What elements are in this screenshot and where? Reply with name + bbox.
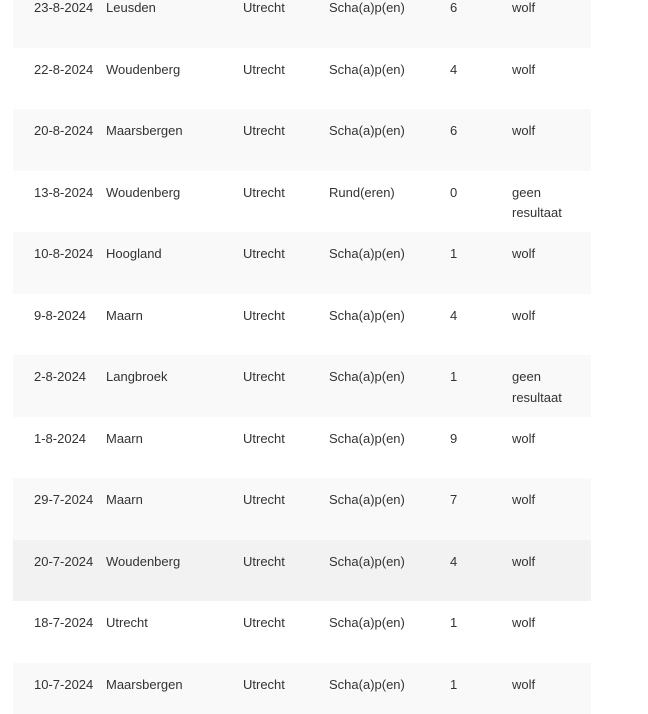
province-text: Utrecht: [243, 184, 285, 200]
count-cell: [450, 417, 512, 479]
place-cell: [106, 294, 243, 356]
count-cell: [450, 540, 512, 602]
count-text: 1: [450, 246, 458, 261]
date-cell: [13, 48, 106, 110]
place-cell: [106, 171, 243, 233]
place-cell: [106, 232, 243, 294]
result-cell: [512, 48, 591, 110]
place-cell: [106, 0, 243, 48]
date-text: 20-7-2024: [34, 553, 94, 569]
count-text: 4: [450, 307, 458, 323]
date-text: 22-8-2024: [34, 61, 94, 77]
table-row: [13, 601, 591, 663]
place-text: Maarn: [106, 492, 143, 507]
animal-text: Scha(a)p(en): [329, 492, 405, 507]
place-text: Woudenberg: [106, 553, 181, 569]
province-text: Utrecht: [243, 430, 285, 446]
place-cell: [106, 540, 243, 602]
table-row: [13, 109, 591, 171]
date-text: 13-8-2024: [34, 184, 94, 200]
place-cell: [106, 663, 243, 714]
count-cell: [450, 355, 512, 417]
date-cell: [13, 294, 106, 356]
animal-cell: [329, 171, 450, 233]
animal-text: Scha(a)p(en): [329, 307, 405, 323]
province-text: Utrecht: [243, 246, 285, 261]
animal-cell: [329, 355, 450, 417]
date-cell: [13, 171, 106, 233]
date-cell: [13, 478, 106, 540]
result-cell: [512, 355, 591, 417]
province-text: Utrecht: [243, 492, 285, 507]
province-text: Utrecht: [243, 61, 285, 77]
place-text: Leusden: [106, 0, 156, 15]
table-row: [13, 48, 591, 110]
incident-table-body: [13, 0, 591, 714]
incident-table-container: [13, 0, 591, 714]
place-cell: [106, 601, 243, 663]
province-cell: [243, 171, 329, 233]
count-cell: [450, 232, 512, 294]
result-cell: [512, 417, 591, 479]
place-text: Maarn: [106, 430, 143, 446]
table-row: [13, 294, 591, 356]
date-text: 9-8-2024: [34, 307, 87, 323]
province-cell: [243, 232, 329, 294]
result-text: wolf: [512, 307, 536, 323]
animal-cell: [329, 478, 450, 540]
animal-cell: [329, 0, 450, 48]
province-cell: [243, 540, 329, 602]
table-row: [13, 540, 591, 602]
date-cell: [13, 417, 106, 479]
count-cell: [450, 663, 512, 714]
result-text: wolf: [512, 246, 536, 261]
province-cell: [243, 478, 329, 540]
table-row: [13, 171, 591, 233]
result-cell: [512, 171, 591, 233]
place-cell: [106, 355, 243, 417]
province-text: Utrecht: [243, 676, 285, 692]
place-text: Maarsbergen: [106, 676, 183, 692]
date-cell: [13, 0, 106, 48]
animal-text: Scha(a)p(en): [329, 615, 405, 630]
result-text: wolf: [512, 492, 536, 507]
date-cell: [13, 663, 106, 714]
result-text: wolf: [512, 0, 536, 15]
count-text: 9: [450, 430, 458, 446]
animal-text: Scha(a)p(en): [329, 246, 405, 261]
table-row: [13, 355, 591, 417]
place-text: Utrecht: [106, 615, 148, 630]
province-cell: [243, 601, 329, 663]
result-cell: [512, 294, 591, 356]
count-cell: [450, 601, 512, 663]
animal-cell: [329, 109, 450, 171]
count-text: 6: [450, 0, 458, 15]
result-text: geen resultaat: [512, 184, 562, 220]
place-text: Langbroek: [106, 369, 168, 384]
count-text: 7: [450, 492, 458, 507]
animal-cell: [329, 540, 450, 602]
count-text: 0: [450, 184, 458, 200]
result-cell: [512, 478, 591, 540]
table-row: [13, 0, 591, 48]
result-cell: [512, 663, 591, 714]
date-text: 23-8-2024: [34, 0, 94, 15]
date-text: 18-7-2024: [34, 615, 94, 630]
table-row: [13, 478, 591, 540]
place-text: Maarsbergen: [106, 123, 183, 138]
place-text: Maarn: [106, 307, 143, 323]
animal-text: Scha(a)p(en): [329, 676, 405, 692]
result-cell: [512, 540, 591, 602]
result-text: wolf: [512, 553, 536, 569]
count-text: 6: [450, 123, 458, 138]
date-text: 1-8-2024: [34, 430, 87, 446]
province-cell: [243, 48, 329, 110]
animal-cell: [329, 663, 450, 714]
province-cell: [243, 417, 329, 479]
count-text: 1: [450, 369, 458, 384]
province-cell: [243, 0, 329, 48]
count-text: 1: [450, 676, 458, 692]
province-text: Utrecht: [243, 553, 285, 569]
count-text: 1: [450, 615, 458, 630]
count-cell: [450, 109, 512, 171]
animal-text: Rund(eren): [329, 184, 395, 200]
date-cell: [13, 601, 106, 663]
animal-cell: [329, 601, 450, 663]
date-text: 10-8-2024: [34, 246, 94, 261]
animal-cell: [329, 232, 450, 294]
animal-text: Scha(a)p(en): [329, 123, 405, 138]
result-cell: [512, 232, 591, 294]
province-cell: [243, 663, 329, 714]
province-cell: [243, 109, 329, 171]
result-text: wolf: [512, 615, 536, 630]
count-cell: [450, 0, 512, 48]
count-cell: [450, 294, 512, 356]
place-cell: [106, 109, 243, 171]
date-text: 10-7-2024: [34, 676, 94, 692]
place-cell: [106, 48, 243, 110]
province-text: Utrecht: [243, 369, 285, 384]
province-cell: [243, 355, 329, 417]
animal-text: Scha(a)p(en): [329, 553, 405, 569]
date-cell: [13, 232, 106, 294]
count-cell: [450, 171, 512, 233]
count-text: 4: [450, 61, 458, 77]
province-text: Utrecht: [243, 307, 285, 323]
date-text: 29-7-2024: [34, 492, 94, 507]
table-row: [13, 663, 591, 714]
province-text: Utrecht: [243, 123, 285, 138]
animal-text: Scha(a)p(en): [329, 430, 405, 446]
place-cell: [106, 478, 243, 540]
province-text: Utrecht: [243, 0, 285, 15]
table-row: [13, 232, 591, 294]
result-text: wolf: [512, 123, 536, 138]
count-cell: [450, 48, 512, 110]
result-cell: [512, 0, 591, 48]
date-cell: [13, 540, 106, 602]
result-text: wolf: [512, 676, 536, 692]
result-text: geen resultaat: [512, 369, 562, 405]
province-cell: [243, 294, 329, 356]
animal-text: Scha(a)p(en): [329, 61, 405, 77]
result-text: wolf: [512, 61, 536, 77]
result-text: wolf: [512, 430, 536, 446]
result-cell: [512, 109, 591, 171]
place-text: Woudenberg: [106, 184, 181, 200]
animal-cell: [329, 417, 450, 479]
date-text: 2-8-2024: [34, 369, 87, 384]
date-cell: [13, 355, 106, 417]
date-text: 20-8-2024: [34, 123, 94, 138]
animal-text: Scha(a)p(en): [329, 0, 405, 15]
animal-text: Scha(a)p(en): [329, 369, 405, 384]
place-text: Woudenberg: [106, 61, 181, 77]
place-cell: [106, 417, 243, 479]
count-text: 4: [450, 553, 458, 569]
result-cell: [512, 601, 591, 663]
date-cell: [13, 109, 106, 171]
animal-cell: [329, 48, 450, 110]
incident-table: [13, 0, 591, 714]
place-text: Hoogland: [106, 246, 162, 261]
table-row: [13, 417, 591, 479]
count-cell: [450, 478, 512, 540]
animal-cell: [329, 294, 450, 356]
province-text: Utrecht: [243, 615, 285, 630]
